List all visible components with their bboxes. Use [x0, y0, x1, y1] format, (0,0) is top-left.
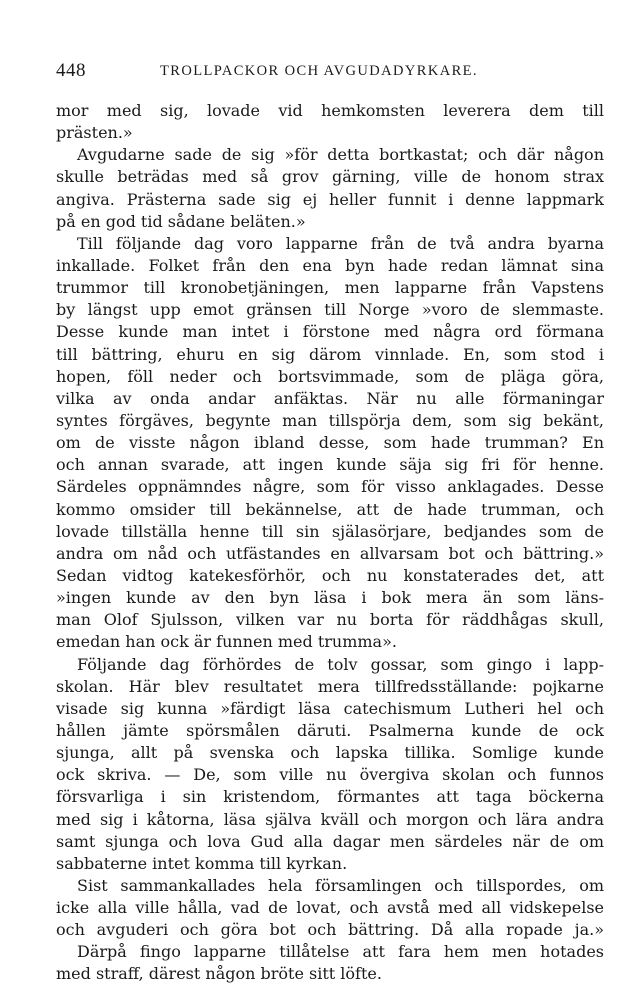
text-line: emedan han ock är funnen med trumma».	[56, 632, 397, 652]
text-line: om de visste någon ibland desse, som hade trumman? En	[56, 433, 604, 453]
text-line: på en god tid sådane beläten.»	[56, 211, 306, 231]
text-line: ock skriva. — De, som ville nu övergiva skolan och funnos	[56, 765, 604, 785]
text-line: angiva. Prästerna sade sig ej heller funnit i denne lappmark	[56, 189, 604, 209]
text-line: och annan svarade, att ingen kunde säja sig fri för henne.	[56, 455, 604, 475]
page-number: 448	[56, 60, 86, 81]
text-line: skolan. Här blev resultatet mera tillfredsställande: pojkarne	[56, 676, 604, 696]
text-line: visade sig kunna »färdigt läsa catechismum Lutheri hel och	[56, 698, 604, 718]
text-line: till bättring, ehuru en sig därom vinnlade. En, som stod i	[56, 344, 604, 364]
text-line: andra om nåd och utfästandes en allvarsam bot och bättring.»	[56, 543, 604, 563]
text-line: sjunga, allt på svenska och lapska tillika. Somlige kunde	[56, 743, 604, 763]
text-line: sabbaterne intet komma till kyrkan.	[56, 853, 348, 873]
text-line: samt sjunga och lova Gud alla dagar men särdeles när de om	[56, 831, 604, 851]
text-line: med straff, därest någon bröte sitt löfte.	[56, 964, 382, 984]
text-line: Till följande dag voro lapparne från de två andra byarna	[77, 233, 604, 253]
text-line: Därpå fingo lapparne tillåtelse att fara hem men hotades	[77, 942, 604, 962]
text-line: med sig i kåtorna, läsa själva kväll och morgon och lära andra	[56, 809, 604, 829]
text-line: mor med sig, lovade vid hemkomsten leverera dem till	[56, 101, 604, 120]
text-line: och avguderi och göra bot och bättring. Då alla ropade ja.»	[56, 920, 604, 940]
running-title: TROLLPACKOR OCH AVGUDADYRKARE.	[160, 63, 478, 79]
text-line: syntes förgäves, begynte man tillspörja dem, som sig bekänt,	[56, 410, 604, 430]
text-line: man Olof Sjulsson, vilken var nu borta för räddhågas skull,	[56, 610, 604, 630]
text-line: inkallade. Folket från den ena byn hade redan lämnat sina	[56, 255, 604, 275]
text-line: Sist sammankallades hela församlingen och tillspordes, om	[77, 875, 604, 895]
text-line: försvarliga i sin kristendom, förmantes att taga böckerna	[56, 787, 604, 807]
text-line: Avgudarne sade de sig »för detta bortkastat; och där någon	[77, 145, 604, 165]
text-line: trummor till kronobetjäningen, men lapparne från Vapstens	[56, 278, 604, 298]
text-line: by längst upp emot gränsen till Norge »voro de slemmaste.	[56, 300, 604, 320]
text-line: vilka av onda andar anfäktas. När nu alle förmaningar	[56, 388, 604, 408]
text-line: Särdeles oppnämndes någre, som för visso anklagades. Desse	[56, 477, 604, 497]
text-line: Sedan vidtog katekesförhör, och nu konstaterades det, att	[56, 565, 604, 585]
text-line: skulle beträdas med så grov gärning, ville de honom strax	[56, 167, 604, 187]
text-line: lovade tillställa henne till sin själasörjare, bedjandes som de	[56, 521, 604, 541]
page-header	[56, 60, 604, 86]
text-line: kommo omsider till bekännelse, att de hade trumman, och	[56, 499, 604, 519]
body-text	[56, 100, 604, 986]
text-line: Följande dag förhördes de tolv gossar, som gingo i lapp-	[77, 654, 604, 674]
text-line: Desse kunde man intet i förstone med några ord förmana	[56, 322, 604, 342]
text-line: prästen.»	[56, 123, 133, 143]
text-line: icke alla ville hålla, vad de lovat, och avstå med all vidskepelse	[56, 898, 604, 918]
text-line: hopen, föll neder och bortsvimmade, som de pläga göra,	[56, 366, 604, 386]
text-line: hållen jämte spörsmålen däruti. Psalmerna kunde de ock	[56, 720, 604, 740]
text-line: »ingen kunde av den byn läsa i bok mera än som läns-	[56, 588, 604, 608]
